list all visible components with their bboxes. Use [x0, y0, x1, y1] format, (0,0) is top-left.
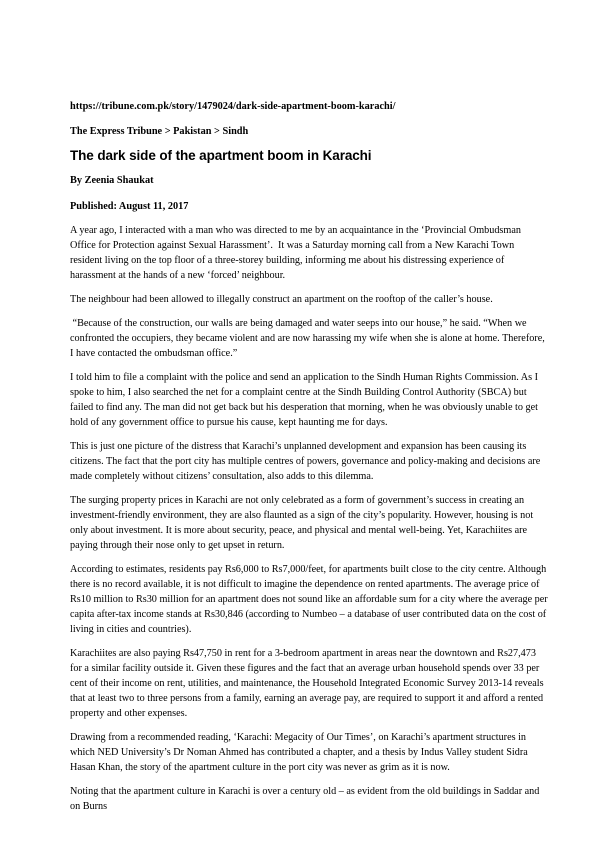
page-title: The dark side of the apartment boom in Karachi [70, 148, 372, 163]
byline: By Zeenia Shaukat [70, 175, 154, 186]
article-paragraph: Noting that the apartment culture in Karachi is over a century old – as evident from the old buildings in Saddar and on Burns [70, 786, 542, 812]
publish-date: Published: August 11, 2017 [70, 201, 189, 212]
article-paragraph: “Because of the construction, our walls are being damaged and water seeps into our house,” he said. “When we confronted the occupiers, they became violent and are now harassing my wife when she is alone at home. Therefore, I have contacted the ombudsman office.” [70, 318, 548, 359]
article-paragraph: The surging property prices in Karachi are not only celebrated as a form of government’s success in creating an investment-friendly environment, they are also flaunted as a sign of the city’s popularity. However, housing is not only about investment. It is more about security, peace, and physical and mental well-being. Yet, Karachiites are paying through their nose only to get upset in return. [70, 495, 536, 551]
article-paragraph: According to estimates, residents pay Rs6,000 to Rs7,000/feet, for apartments built close to the city centre. Although there is no record available, it is not difficult to imagine the dependence on rented apartments. The average price of Rs10 million to Rs30 million for an apartment does not sound like an affordable sum for a city where the average per capita after-tax income stands at Rs30,846 (according to Numbeo – a database of user contributed data on the cost of living in cities and countries). [70, 564, 551, 635]
article-body [70, 223, 551, 814]
article-paragraph: This is just one picture of the distress that Karachi’s unplanned development and expansion has been causing its citizens. The fact that the port city has multiple centres of powers, governance and policy-making and decisions are made completely without citizens’ consultation, also adds to this dilemma. [70, 441, 543, 482]
article-paragraph: Karachiites are also paying Rs47,750 in rent for a 3-bedroom apartment in areas near the downtown and Rs27,473 for a similar facility outside it. Given these figures and the fact that an average urban household spends over 33 per cent of their income on rent, utilities, and maintenance, the Household Integrated Economic Survey 2013-14 reveals that at least two to three persons from a family, earning an average pay, are required to support it and afford a rented property and other expenses. [70, 648, 547, 719]
article-paragraph: A year ago, I interacted with a man who was directed to me by an acquaintance in the ‘Provincial Ombudsman Office for Protection against Sexual Harassment’. It was a Saturday morning call from a New Karachi Town resident living on the top floor of a three-storey building, informing me about his distressing experience of harassment at the hands of a new ‘forced’ neighbour. [70, 225, 524, 281]
breadcrumb: The Express Tribune > Pakistan > Sindh [70, 126, 249, 137]
article-paragraph: The neighbour had been allowed to illegally construct an apartment on the rooftop of the caller’s house. [70, 294, 493, 305]
article-paragraph: I told him to file a complaint with the police and send an application to the Sindh Human Rights Commission. As I spoke to him, I also searched the net for a complaint centre at the Sindh Building Control Authority (SBCA) but failed to find any. The man did not get back but his desperation that morning, when he was obviously unable to get hold of any government office to pursue his cause, kept haunting me for days. [70, 372, 541, 428]
article-url: https://tribune.com.pk/story/1479024/dark-side-apartment-boom-karachi/ [70, 101, 396, 112]
article-paragraph: Drawing from a recommended reading, ‘Karachi: Megacity of Our Times’, on Karachi’s apartment structures in which NED University’s Dr Noman Ahmed has contributed a chapter, and a thesis by Indus Valley student Sidra Hasan Khan, the story of the apartment culture in the port city was never as grim as it is now. [70, 732, 531, 773]
